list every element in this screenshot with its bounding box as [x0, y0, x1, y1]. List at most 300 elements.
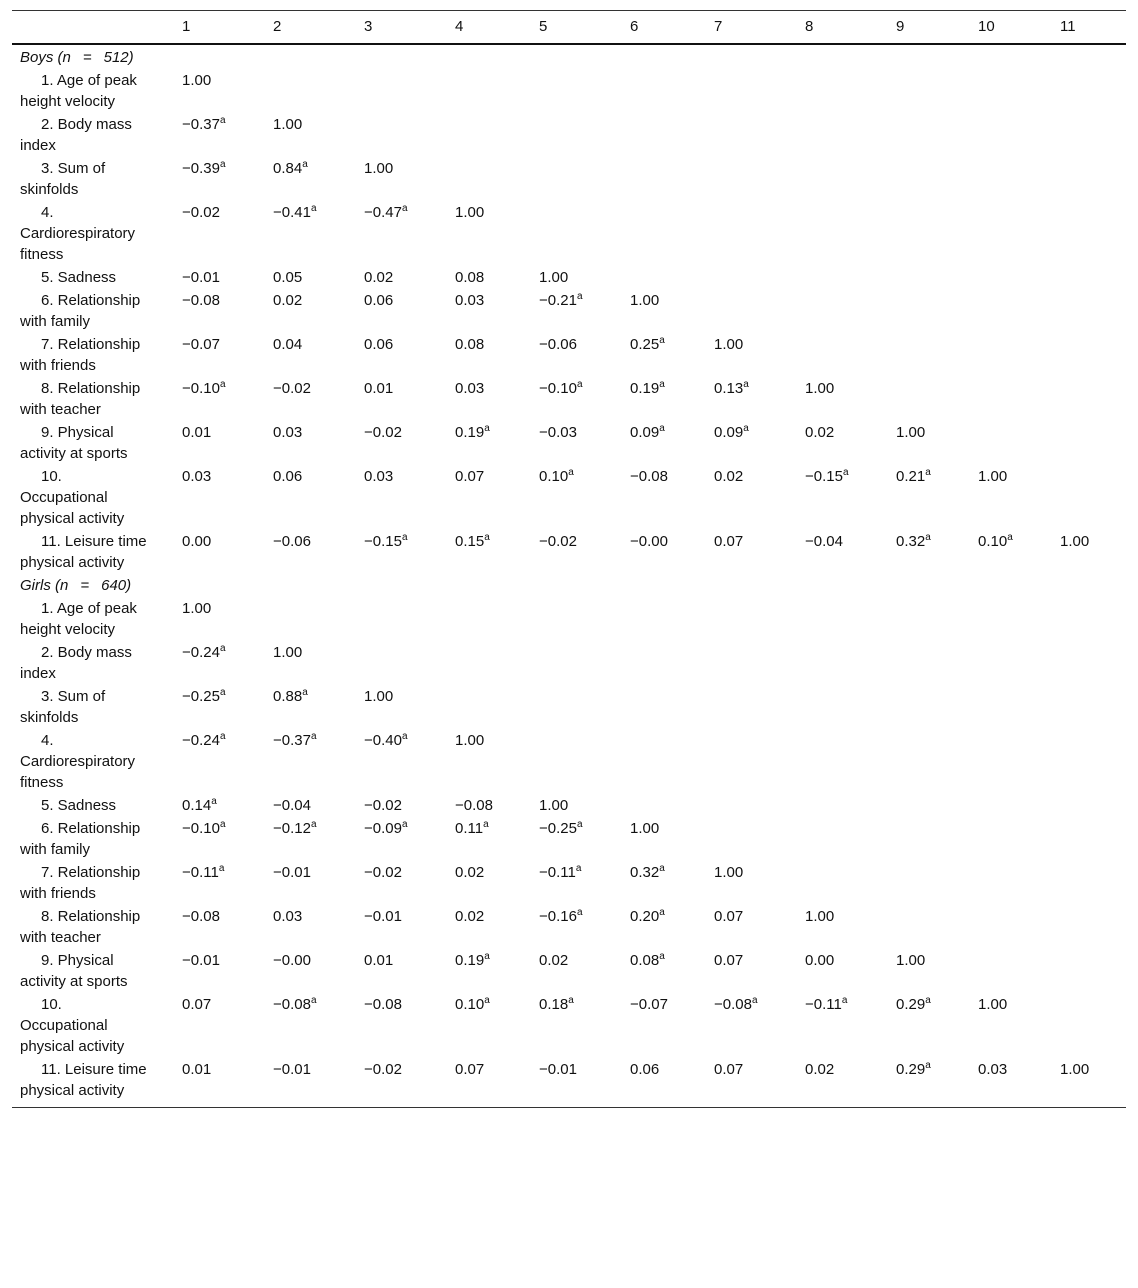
table-cell [174, 816, 265, 860]
row-label: 6. Relationship with family [20, 819, 141, 858]
cell-value: 1.00 [978, 467, 1008, 485]
cell-value: 0.19 [455, 423, 485, 441]
table-cell [531, 200, 622, 265]
cell-value: 0.07 [182, 995, 212, 1013]
row-label-cell [12, 596, 174, 640]
row-label: 5. Sadness [41, 796, 117, 814]
cell-value: 0.07 [455, 467, 485, 485]
cell-value: −0.08 [182, 907, 220, 925]
cell-value: −0.40 [364, 731, 402, 749]
table-cell [265, 640, 356, 684]
cell-value: −0.08 [630, 467, 668, 485]
table-cell [706, 420, 797, 464]
table-cell [174, 464, 265, 529]
significance-marker: a [310, 202, 317, 214]
table-cell [1052, 464, 1126, 529]
table-cell [888, 288, 970, 332]
cell-value: 1.00 [805, 907, 835, 925]
significance-marker: a [842, 466, 849, 478]
table-cell [531, 992, 622, 1057]
significance-marker: a [302, 686, 308, 698]
table-row [12, 376, 1126, 420]
row-label: 7. Relationship with friends [20, 863, 141, 902]
table-cell [622, 200, 706, 265]
table-cell [1052, 596, 1126, 640]
cell-value: 1.00 [1060, 1060, 1090, 1078]
table-cell [797, 112, 888, 156]
table-cell [706, 464, 797, 529]
table-cell [622, 992, 706, 1057]
cell-value: 0.03 [455, 291, 485, 309]
significance-marker: a [659, 422, 665, 434]
cell-value: 0.02 [714, 467, 744, 485]
table-cell [797, 948, 888, 992]
cell-value: −0.02 [364, 796, 402, 814]
row-label: 11. Leisure time physical activity [20, 1060, 147, 1099]
table-cell [531, 529, 622, 573]
cell-value: 0.32 [896, 532, 926, 550]
table-cell [265, 265, 356, 288]
row-label-cell [12, 200, 174, 265]
row-label: 10. Occupational physical activity [20, 995, 125, 1055]
significance-marker: a [925, 466, 931, 478]
table-cell [531, 948, 622, 992]
table-row [12, 332, 1126, 376]
table-cell [447, 464, 531, 529]
table-cell [888, 1057, 970, 1108]
cell-value: 1.00 [273, 115, 303, 133]
table-cell [531, 265, 622, 288]
cell-value: −0.08 [182, 291, 220, 309]
cell-value: 0.13 [714, 379, 744, 397]
table-cell [622, 265, 706, 288]
table-cell [797, 464, 888, 529]
significance-marker: a [484, 950, 490, 962]
table-cell [706, 376, 797, 420]
header-cell-blank [12, 11, 174, 44]
table-cell [622, 529, 706, 573]
cell-value: −0.00 [630, 532, 668, 550]
row-label-cell [12, 156, 174, 200]
cell-value: −0.07 [630, 995, 668, 1013]
column-header-2: 2 [265, 11, 356, 44]
table-cell [174, 265, 265, 288]
table-cell [970, 1057, 1052, 1108]
table-cell [888, 156, 970, 200]
table-cell [970, 68, 1052, 112]
cell-value: 0.88 [273, 687, 303, 705]
row-label: 9. Physical activity at sports [20, 951, 128, 990]
table-cell [1052, 860, 1126, 904]
row-label: 8. Relationship with teacher [20, 907, 141, 946]
row-label: 7. Relationship with friends [20, 335, 141, 374]
table-cell [531, 860, 622, 904]
table-row [12, 112, 1126, 156]
cell-value: −0.01 [364, 907, 402, 925]
significance-marker: a [743, 422, 749, 434]
table-cell [265, 420, 356, 464]
table-row [12, 464, 1126, 529]
significance-marker: a [659, 906, 665, 918]
table-cell [706, 992, 797, 1057]
table-cell [265, 68, 356, 112]
significance-marker: a [483, 818, 489, 830]
cell-value: 0.09 [630, 423, 660, 441]
cell-value: 0.02 [455, 907, 485, 925]
table-cell [265, 596, 356, 640]
table-cell [265, 793, 356, 816]
table-cell [970, 420, 1052, 464]
cell-value: 0.06 [273, 467, 303, 485]
table-cell [174, 992, 265, 1057]
row-label-cell [12, 948, 174, 992]
table-cell [265, 200, 356, 265]
row-label-cell [12, 68, 174, 112]
cell-value: 0.08 [455, 268, 485, 286]
cell-value: 0.07 [714, 951, 744, 969]
significance-marker: a [219, 730, 226, 742]
table-cell [622, 816, 706, 860]
table-cell [970, 112, 1052, 156]
table-cell [531, 904, 622, 948]
table-row [12, 684, 1126, 728]
significance-marker: a [219, 114, 226, 126]
row-label-cell [12, 1057, 174, 1108]
header-row [12, 11, 1126, 44]
cell-value: 0.15 [455, 532, 485, 550]
section-group-name: Girls ( [20, 576, 60, 594]
table-cell [1052, 68, 1126, 112]
table-cell [174, 640, 265, 684]
cell-value: 1.00 [896, 423, 926, 441]
significance-marker: a [401, 531, 408, 543]
significance-marker: a [219, 378, 226, 390]
row-label: 4. Cardiorespiratory fitness [20, 731, 136, 791]
cell-value: −0.25 [539, 819, 577, 837]
cell-value: 0.06 [364, 291, 394, 309]
cell-value: −0.11 [182, 863, 219, 881]
cell-value: −0.01 [182, 268, 220, 286]
cell-value: 0.19 [630, 379, 660, 397]
cell-value: 1.00 [364, 687, 394, 705]
table-row [12, 816, 1126, 860]
table-cell [356, 112, 447, 156]
table-cell [797, 860, 888, 904]
table-cell [174, 948, 265, 992]
cell-value: −0.37 [182, 115, 220, 133]
section-row-girls [12, 573, 1126, 596]
column-header-4: 4 [447, 11, 531, 44]
column-header-1: 1 [174, 11, 265, 44]
table-cell [797, 684, 888, 728]
cell-value: 1.00 [182, 599, 212, 617]
row-label: 11. Leisure time physical activity [20, 532, 147, 571]
cell-value: −0.10 [182, 819, 220, 837]
table-cell [888, 728, 970, 793]
table-cell [531, 596, 622, 640]
table-cell [265, 288, 356, 332]
row-label-cell [12, 640, 174, 684]
table-cell [174, 1057, 265, 1108]
cell-value: −0.04 [805, 532, 843, 550]
table-cell [622, 793, 706, 816]
cell-value: −0.02 [364, 863, 402, 881]
significance-marker: a [310, 994, 317, 1006]
cell-value: 0.29 [896, 1060, 926, 1078]
cell-value: 1.00 [805, 379, 835, 397]
table-cell [1052, 904, 1126, 948]
table-cell [706, 112, 797, 156]
cell-value: 0.07 [714, 907, 744, 925]
cell-value: 0.29 [896, 995, 926, 1013]
table-cell [797, 288, 888, 332]
table-cell [1052, 816, 1126, 860]
cell-value: 0.01 [364, 379, 394, 397]
cell-value: 0.02 [273, 291, 303, 309]
cell-value: 0.03 [978, 1060, 1008, 1078]
table-cell [888, 376, 970, 420]
table-cell [356, 816, 447, 860]
cell-value: −0.16 [539, 907, 577, 925]
table-cell [531, 728, 622, 793]
significance-marker: a [576, 378, 583, 390]
cell-value: 0.06 [364, 335, 394, 353]
table-cell [447, 200, 531, 265]
significance-marker: a [219, 158, 226, 170]
row-label-cell [12, 265, 174, 288]
row-label-cell [12, 904, 174, 948]
table-row [12, 596, 1126, 640]
section-n-label: n [62, 48, 71, 66]
table-cell [356, 200, 447, 265]
table-cell [1052, 793, 1126, 816]
table-cell [706, 529, 797, 573]
cell-value: 0.04 [273, 335, 303, 353]
table-cell [888, 948, 970, 992]
table-cell [447, 793, 531, 816]
table-cell [447, 376, 531, 420]
table-cell [888, 529, 970, 573]
section-equals: = [82, 48, 92, 66]
table-cell [622, 860, 706, 904]
table-cell [1052, 728, 1126, 793]
table-cell [970, 728, 1052, 793]
row-label: 3. Sum of skinfolds [20, 159, 106, 198]
cell-value: −0.24 [182, 731, 220, 749]
table-cell [797, 529, 888, 573]
table-cell [531, 464, 622, 529]
cell-value: 0.03 [455, 379, 485, 397]
column-header-8: 8 [797, 11, 888, 44]
table-cell [622, 376, 706, 420]
cell-value: 1.00 [714, 863, 744, 881]
cell-value: 0.84 [273, 159, 303, 177]
table-cell [888, 860, 970, 904]
table-cell [265, 376, 356, 420]
significance-marker: a [568, 466, 574, 478]
table-cell [706, 860, 797, 904]
table-cell [356, 464, 447, 529]
table-cell [531, 376, 622, 420]
table-cell [622, 68, 706, 112]
row-label: 9. Physical activity at sports [20, 423, 128, 462]
section-n-label: n [60, 576, 69, 594]
cell-value: −0.08 [364, 995, 402, 1013]
cell-value: 1.00 [364, 159, 394, 177]
cell-value: −0.39 [182, 159, 220, 177]
table-cell [447, 728, 531, 793]
cell-value: 0.14 [182, 796, 212, 814]
table-header [12, 11, 1126, 44]
cell-value: 1.00 [539, 796, 569, 814]
row-label: 5. Sadness [41, 268, 117, 286]
significance-marker: a [576, 906, 583, 918]
cell-value: −0.03 [539, 423, 577, 441]
significance-marker: a [743, 378, 749, 390]
table-cell [531, 793, 622, 816]
table-cell [888, 904, 970, 948]
table-cell [265, 1057, 356, 1108]
cell-value: 0.09 [714, 423, 744, 441]
cell-value: −0.08 [455, 796, 493, 814]
cell-value: 0.01 [182, 423, 212, 441]
table-cell [531, 68, 622, 112]
table-cell [174, 420, 265, 464]
table-cell [970, 948, 1052, 992]
table-row [12, 1057, 1126, 1108]
section-group-name: Boys ( [20, 48, 63, 66]
section-n-value: 640) [101, 576, 132, 594]
column-header-6: 6 [622, 11, 706, 44]
cell-value: −0.07 [182, 335, 220, 353]
table-cell [265, 904, 356, 948]
table-cell [1052, 420, 1126, 464]
significance-marker: a [310, 818, 317, 830]
table-cell [174, 68, 265, 112]
table-cell [174, 200, 265, 265]
table-cell [265, 529, 356, 573]
significance-marker: a [484, 531, 490, 543]
cell-value: −0.25 [182, 687, 220, 705]
significance-marker: a [659, 378, 665, 390]
row-label: 8. Relationship with teacher [20, 379, 141, 418]
cell-value: 1.00 [978, 995, 1008, 1013]
cell-value: 0.03 [273, 423, 303, 441]
cell-value: 0.01 [364, 951, 394, 969]
table-cell [970, 332, 1052, 376]
cell-value: 0.03 [273, 907, 303, 925]
table-cell [356, 68, 447, 112]
table-cell [174, 288, 265, 332]
table-cell [970, 816, 1052, 860]
cell-value: −0.10 [539, 379, 577, 397]
table-cell [888, 200, 970, 265]
row-label-cell [12, 376, 174, 420]
cell-value: 0.08 [455, 335, 485, 353]
table-cell [706, 156, 797, 200]
column-header-3: 3 [356, 11, 447, 44]
table-cell [265, 728, 356, 793]
significance-marker: a [568, 994, 574, 1006]
table-cell [1052, 1057, 1126, 1108]
table-cell [888, 684, 970, 728]
table-cell [797, 640, 888, 684]
table-cell [531, 684, 622, 728]
cell-value: 1.00 [630, 819, 660, 837]
cell-value: 0.20 [630, 907, 660, 925]
section-row-boys [12, 44, 1126, 68]
row-label-cell [12, 464, 174, 529]
section-n-value: 512) [103, 48, 134, 66]
row-label-cell [12, 529, 174, 573]
table-cell [174, 376, 265, 420]
table-cell [706, 948, 797, 992]
row-label-cell [12, 332, 174, 376]
table-cell [622, 464, 706, 529]
table-cell [447, 529, 531, 573]
table-cell [970, 288, 1052, 332]
table-cell [706, 265, 797, 288]
table-cell [797, 332, 888, 376]
table-cell [356, 529, 447, 573]
cell-value: −0.02 [539, 532, 577, 550]
table-body [12, 44, 1126, 1108]
table-cell [888, 816, 970, 860]
significance-marker: a [302, 158, 308, 170]
table-cell [265, 860, 356, 904]
table-cell [970, 265, 1052, 288]
table-cell [447, 596, 531, 640]
row-label: 1. Age of peak height velocity [20, 71, 137, 110]
table-cell [622, 288, 706, 332]
table-row [12, 529, 1126, 573]
cell-value: −0.47 [364, 203, 402, 221]
row-label: 1. Age of peak height velocity [20, 599, 137, 638]
table-cell [622, 332, 706, 376]
table-cell [356, 684, 447, 728]
row-label: 2. Body mass index [20, 643, 132, 682]
cell-value: −0.06 [273, 532, 311, 550]
cell-value: 0.02 [539, 951, 569, 969]
cell-value: 0.19 [455, 951, 485, 969]
cell-value: 1.00 [455, 203, 485, 221]
table-cell [447, 684, 531, 728]
table-cell [797, 816, 888, 860]
significance-marker: a [575, 862, 582, 874]
cell-value: 1.00 [273, 643, 303, 661]
table-cell [356, 860, 447, 904]
table-cell [174, 332, 265, 376]
table-cell [706, 640, 797, 684]
table-cell [356, 904, 447, 948]
table-cell [622, 596, 706, 640]
cell-value: −0.04 [273, 796, 311, 814]
cell-value: 1.00 [539, 268, 569, 286]
table-cell [888, 68, 970, 112]
table-cell [1052, 332, 1126, 376]
cell-value: 0.21 [896, 467, 926, 485]
table-cell [706, 793, 797, 816]
significance-marker: a [1007, 531, 1013, 543]
cell-value: 0.02 [364, 268, 394, 286]
table-cell [706, 596, 797, 640]
table-cell [447, 904, 531, 948]
cell-value: −0.02 [182, 203, 220, 221]
significance-marker: a [219, 642, 226, 654]
cell-value: −0.37 [273, 731, 311, 749]
significance-marker: a [841, 994, 848, 1006]
table-cell [356, 992, 447, 1057]
